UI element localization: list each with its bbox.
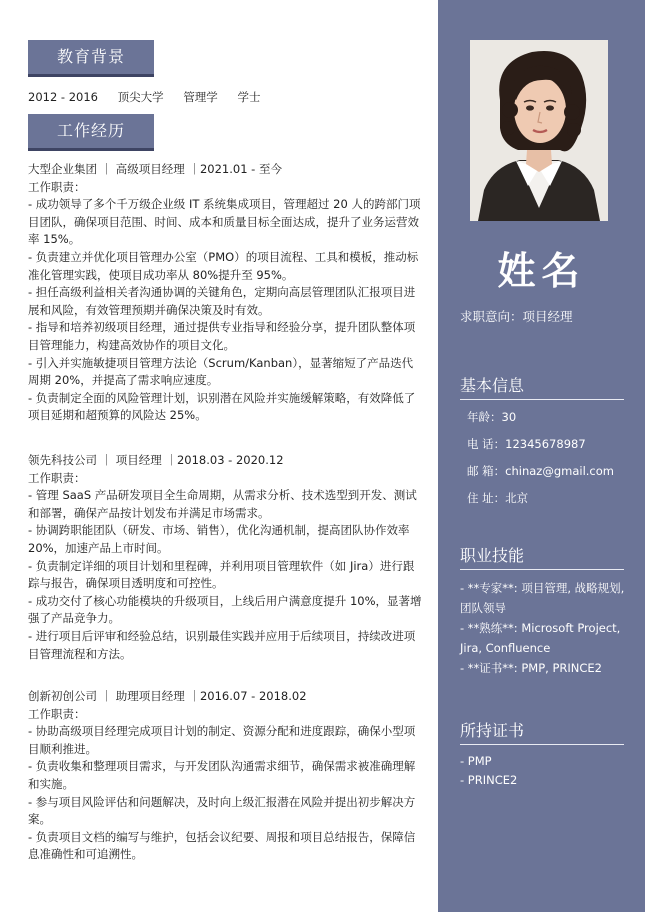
job-duty-label: 工作职责： xyxy=(28,179,86,194)
education-section-header xyxy=(28,40,154,78)
education-period: 2012 - 2016 xyxy=(28,90,98,104)
job-duty-item: - 负责收集和整理项目需求，与开发团队沟通需求细节，确保需求被准确理解和实施。 xyxy=(28,759,416,791)
skills-divider xyxy=(460,569,624,570)
skill-item: - **专家**: 项目管理, 战略规划, 团队领导 xyxy=(460,581,625,615)
job-duty-item: - 指导和培养初级项目经理，通过提供专业指导和经验分享，提升团队整体项目管理能力，构建高效协作的项目文化。 xyxy=(28,320,416,352)
job-duty-item: - 负责制定全面的风险管理计划，识别潜在风险并实施缓解策略，有效降低了项目延期和超预算的风险达 25%。 xyxy=(28,390,416,423)
skill-item: - **熟练**: Microsoft Project, Jira, Confluence xyxy=(460,621,621,655)
job-entry-3 xyxy=(28,688,424,864)
job-duty-label: 工作职责： xyxy=(28,470,86,485)
info-address: 住 址：北京 xyxy=(467,491,529,505)
certificates-header: 所持证书 xyxy=(460,721,525,740)
job-duty-item: - 担任高级利益相关者沟通协调的关键角色，定期向高层管理团队汇报项目进展和风险，有效管理预期并确保决策及时有效。 xyxy=(28,285,416,317)
job-duty-item: - 成功交付了核心功能模块的升级项目，上线后用户满意度提升 10%，显著增强了产品竞争力。 xyxy=(28,593,422,626)
skill-item: - **证书**: PMP, PRINCE2 xyxy=(460,661,602,675)
education-degree: 学士 xyxy=(237,90,261,104)
job-duty-item: - 管理 SaaS 产品研发项目全生命周期，从需求分析、技术选型到开发、测试和部署，确保产品按计划发布并满足市场需求。 xyxy=(28,488,417,520)
job-duty-item: - 引入并实施敏捷项目管理方法论（Scrum/Kanban），显著缩短了产品迭代周期 20%，并提高了需求响应速度。 xyxy=(28,355,414,388)
info-email: 邮 箱：chinaz@gmail.com xyxy=(467,464,614,478)
profile-photo xyxy=(470,40,608,221)
job-entry-1 xyxy=(28,161,424,425)
certificates-divider xyxy=(460,744,624,745)
job-heading: 创新初创公司 ｜ 助理项目经理 ｜2016.07 - 2018.02 xyxy=(28,689,307,703)
education-header-label: 教育背景 xyxy=(28,40,154,74)
info-age: 年龄：30 xyxy=(467,410,517,424)
job-duty-label: 工作职责： xyxy=(28,706,86,721)
portrait-illustration xyxy=(470,40,608,221)
education-school: 顶尖大学 xyxy=(117,90,164,104)
basic-info-header: 基本信息 xyxy=(460,376,525,395)
job-duty-item: - 参与项目风险评估和问题解决，及时向上级汇报潜在风险并提出初步解决方案。 xyxy=(28,794,416,827)
experience-section-header xyxy=(28,114,154,152)
basic-info-divider xyxy=(460,399,624,400)
education-entry xyxy=(28,89,276,105)
experience-header-label: 工作经历 xyxy=(28,114,154,148)
job-heading: 大型企业集团 ｜ 高级项目经理 ｜2021.01 - 至今 xyxy=(28,162,282,176)
job-duty-item: - 进行项目后评审和经验总结，识别最佳实践并应用于后续项目，持续改进项目管理流程和方法。 xyxy=(28,628,416,661)
education-major: 管理学 xyxy=(183,90,218,104)
job-duty-item: - 负责制定详细的项目计划和里程碑，并利用项目管理软件（如 Jira）进行跟踪与报告，确保项目透明度和可控性。 xyxy=(28,558,415,591)
job-duty-item: - 负责建立并优化项目管理办公室（PMO）的项目流程、工具和模板，推动标准化管理实践，使项目成功率从 80%提升至 95%。 xyxy=(28,249,419,282)
certificate-item: - PRINCE2 xyxy=(460,773,518,787)
job-duty-item: - 成功领导了多个千万级企业级 IT 系统集成项目，管理超过 20 人的跨部门项目团队，确保项目范围、时间、成本和质量目标全面达成，提升了业务运营效率 15%。 xyxy=(28,197,421,247)
skills-header: 职业技能 xyxy=(460,546,525,565)
experience-header-underline xyxy=(28,148,154,151)
certificate-item: - PMP xyxy=(460,754,492,768)
job-duty-item: - 协助高级项目经理完成项目计划的制定、资源分配和进度跟踪，确保小型项目顺利推进。 xyxy=(28,724,416,756)
job-duty-item: - 协调跨职能团队（研发、市场、销售），优化沟通机制，提高团队协作效率 20%，加速产品上市时间。 xyxy=(28,523,410,555)
job-intent: 求职意向：项目经理 xyxy=(460,309,573,324)
job-entry-2 xyxy=(28,452,424,663)
skills-list xyxy=(460,578,630,678)
info-phone: 电 话：12345678987 xyxy=(467,437,586,451)
education-header-underline xyxy=(28,74,154,77)
candidate-name: 姓名 xyxy=(497,249,586,293)
certificates-list xyxy=(460,752,517,790)
job-duty-item: - 负责项目文档的编写与维护，包括会议纪要、周报和项目总结报告，保障信息准确性和可追溯性。 xyxy=(28,829,416,862)
job-heading: 领先科技公司 ｜ 项目经理 ｜2018.03 - 2020.12 xyxy=(28,453,284,467)
